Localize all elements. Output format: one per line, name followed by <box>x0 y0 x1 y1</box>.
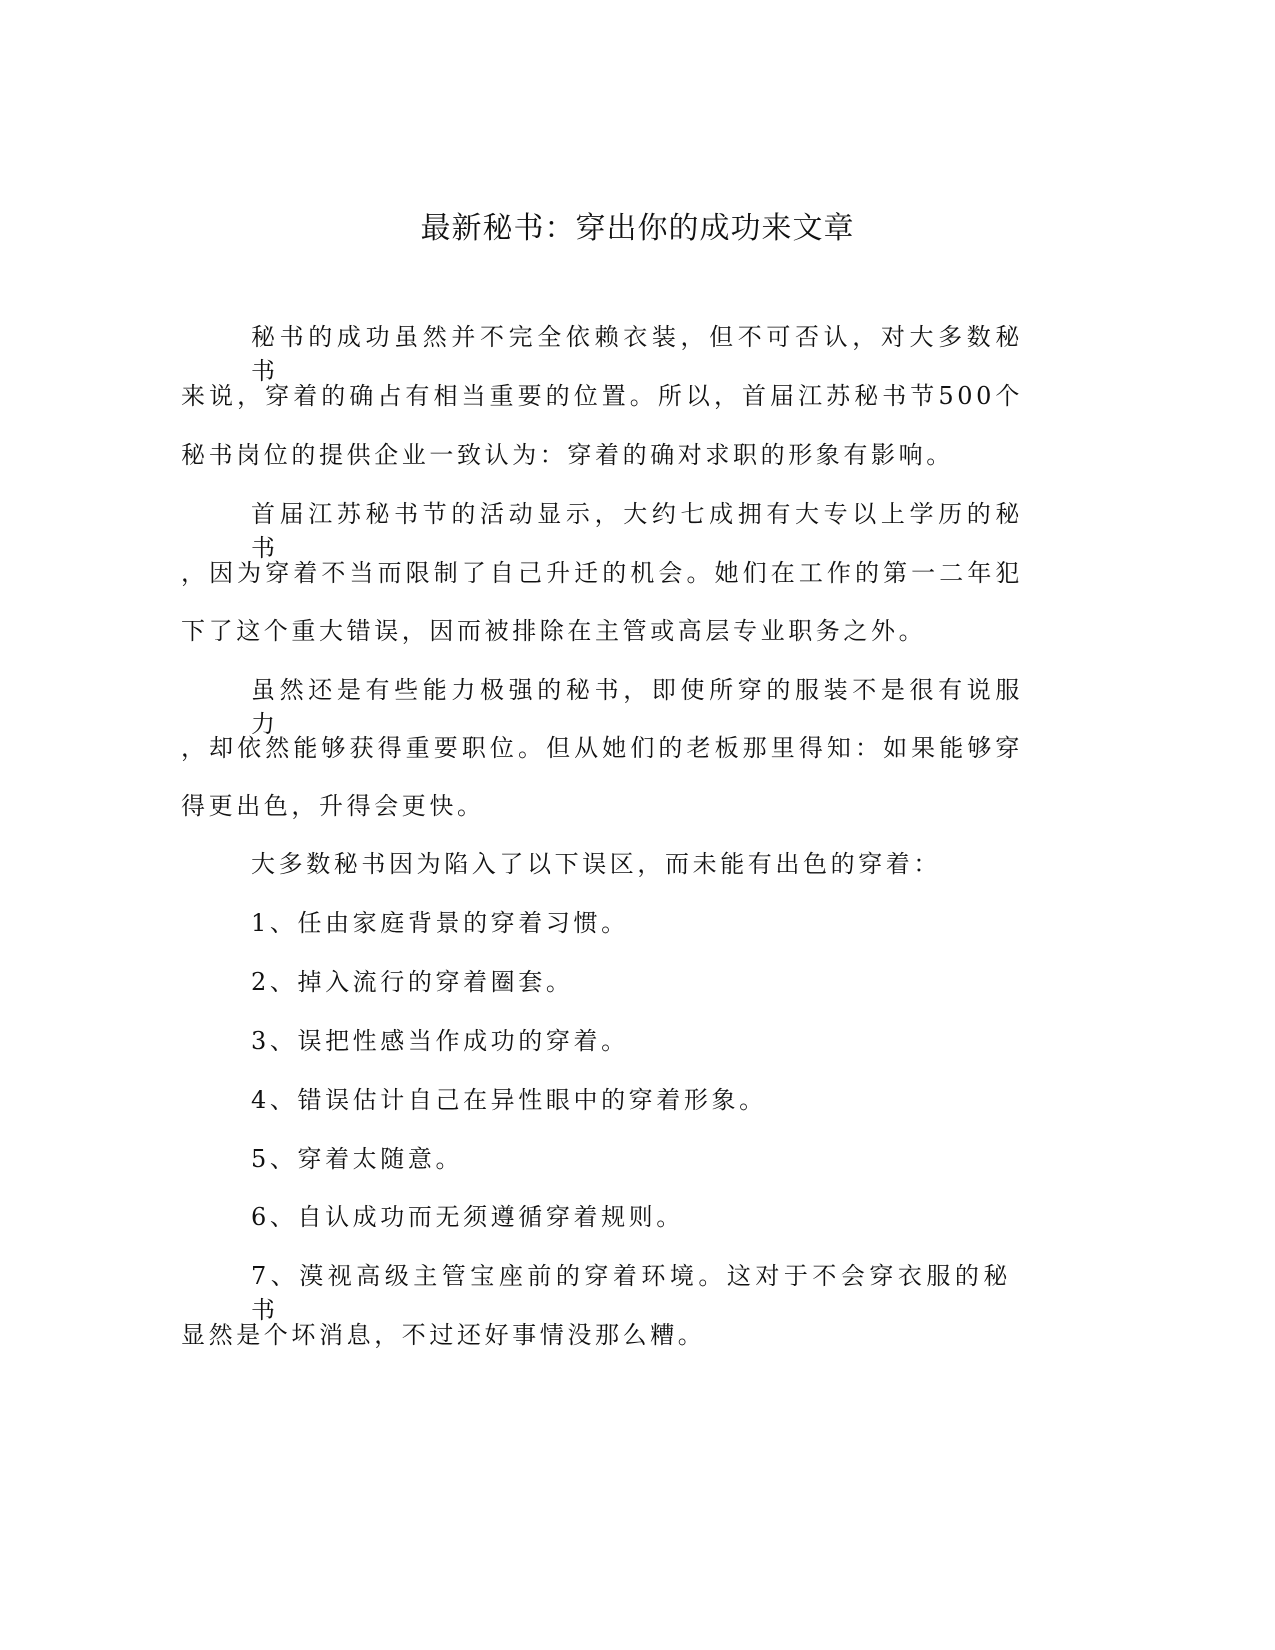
paragraph-line: 下了这个重大错误，因而被排除在主管或高层专业职务之外。 <box>181 617 927 645</box>
list-item: 1、任由家庭背景的穿着习惯。 <box>251 909 629 937</box>
document-title: 最新秘书：穿出你的成功来文章 <box>420 211 855 246</box>
paragraph-line: 显然是个坏消息，不过还好事情没那么糟。 <box>181 1321 706 1349</box>
paragraph-line: 得更出色，升得会更快。 <box>181 792 485 820</box>
paragraph-line: 来说，穿着的确占有相当重要的位置。所以，首届江苏秘书节500个 <box>181 382 1023 410</box>
list-item: 5、穿着太随意。 <box>251 1145 464 1173</box>
list-item: 6、自认成功而无须遵循穿着规则。 <box>251 1203 684 1231</box>
paragraph-line: 秘书的成功虽然并不完全依赖衣装，但不可否认，对大多数秘书 <box>251 323 1023 385</box>
paragraph-line: 秘书岗位的提供企业一致认为：穿着的确对求职的形象有影响。 <box>181 441 954 469</box>
paragraph-line: 虽然还是有些能力极强的秘书，即使所穿的服装不是很有说服力 <box>251 676 1023 738</box>
list-item: 3、误把性感当作成功的穿着。 <box>251 1027 629 1055</box>
list-item: 2、掉入流行的穿着圈套。 <box>251 968 574 996</box>
paragraph-line: 首届江苏秘书节的活动显示，大约七成拥有大专以上学历的秘书 <box>251 500 1023 562</box>
paragraph-line: ，却依然能够获得重要职位。但从她们的老板那里得知：如果能够穿 <box>181 734 1023 762</box>
list-item: 7、漠视高级主管宝座前的穿着环境。这对于不会穿衣服的秘书 <box>251 1262 1011 1324</box>
list-item: 4、错误估计自己在异性眼中的穿着形象。 <box>251 1086 767 1114</box>
paragraph-line: ，因为穿着不当而限制了自己升迁的机会。她们在工作的第一二年犯 <box>181 559 1023 587</box>
paragraph-line: 大多数秘书因为陷入了以下误区，而未能有出色的穿着： <box>251 850 941 878</box>
